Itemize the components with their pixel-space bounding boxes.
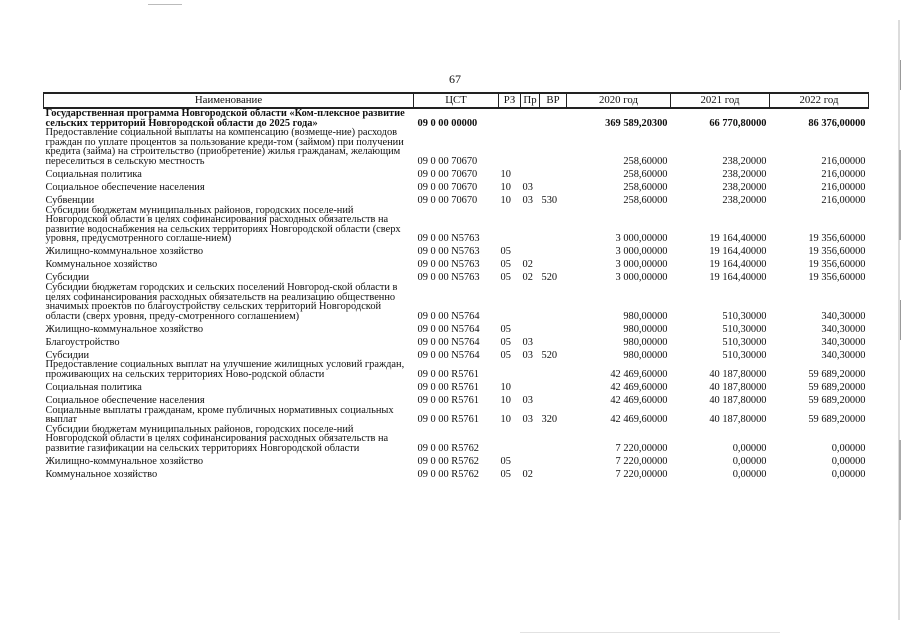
cell-vr (540, 206, 567, 244)
cell-cst: 09 0 00 70670 (417, 155, 478, 167)
cell-name: Социальное обеспечение населения (45, 181, 205, 193)
cell-vr (540, 257, 567, 270)
cell-name: Государственная программа Новгородской области «Ком-плексное развитие сельских территорий Новгородской области до 2025 года» (45, 108, 405, 129)
cell-y2022: 59 689,20000 (808, 414, 866, 426)
cell-pr (521, 128, 540, 166)
cell-y2020: 7 220,00000 (615, 455, 668, 467)
cell-vr: 520 (541, 272, 558, 284)
cell-cst: 09 0 00 R5762 (417, 442, 479, 454)
cell-cst: 09 0 00 N5763 (417, 259, 480, 271)
cell-y2020: 980,00000 (623, 336, 668, 348)
table-row (44, 334, 869, 347)
cell-y2022: 0,00000 (831, 468, 866, 480)
cell-vr (540, 128, 567, 166)
cell-cst: 09 0 00 N5764 (417, 349, 480, 361)
cell-y2021: 510,30000 (722, 336, 767, 348)
cell-y2020: 258,60000 (623, 194, 668, 206)
cell-name: Социальная политика (45, 168, 142, 180)
table-row (44, 108, 869, 128)
cell-y2021: 40 187,80000 (709, 394, 767, 406)
cell-y2020: 3 000,00000 (615, 272, 668, 284)
cell-name: Социальная политика (45, 381, 142, 393)
cell-y2022: 216,00000 (821, 181, 866, 193)
budget-table-container (43, 92, 868, 479)
cell-rz (499, 108, 521, 128)
cell-rz: 05 (500, 455, 511, 467)
table-row (44, 270, 869, 283)
cell-vr: 320 (541, 414, 558, 426)
table-row (44, 128, 869, 166)
header-2021: 2021 год (671, 93, 770, 108)
cell-y2021: 19 164,40000 (709, 233, 767, 245)
cell-name: Жилищно-коммунальное хозяйство (45, 455, 204, 467)
cell-cst: 09 0 00 N5763 (417, 233, 480, 245)
cell-y2020: 258,60000 (623, 155, 668, 167)
table-row (44, 167, 869, 180)
cell-y2022: 19 356,60000 (808, 246, 866, 258)
table-row (44, 453, 869, 466)
table-row (44, 466, 869, 479)
cell-cst: 09 0 00 00000 (417, 117, 478, 129)
cell-y2021: 238,20000 (722, 194, 767, 206)
cell-y2020: 3 000,00000 (615, 259, 668, 271)
cell-rz (499, 283, 521, 321)
cell-y2021: 0,00000 (732, 442, 767, 454)
cell-y2021: 40 187,80000 (709, 368, 767, 380)
cell-y2022: 59 689,20000 (808, 394, 866, 406)
header-2022: 2022 год (770, 93, 869, 108)
cell-vr (540, 321, 567, 334)
cell-pr: 03 (522, 336, 533, 348)
cell-pr (521, 321, 540, 334)
table-header-row (44, 93, 869, 108)
cell-rz (499, 360, 521, 379)
cell-rz (499, 206, 521, 244)
cell-pr (521, 425, 540, 454)
cell-cst: 09 0 00 N5764 (417, 310, 480, 322)
cell-pr (521, 380, 540, 393)
cell-y2021: 40 187,80000 (709, 414, 767, 426)
cell-y2021: 238,20000 (722, 181, 767, 193)
table-row (44, 360, 869, 379)
cell-y2021: 19 164,40000 (709, 246, 767, 258)
cell-y2020: 7 220,00000 (615, 468, 668, 480)
cell-rz: 05 (500, 272, 511, 284)
cell-pr: 03 (522, 414, 533, 426)
cell-rz: 10 (500, 414, 511, 426)
cell-rz: 10 (500, 181, 511, 193)
cell-y2022: 59 689,20000 (808, 368, 866, 380)
cell-vr: 520 (541, 349, 558, 361)
cell-y2022: 19 356,60000 (808, 233, 866, 245)
table-row (44, 283, 869, 321)
cell-pr: 03 (522, 394, 533, 406)
cell-vr (540, 244, 567, 257)
cell-vr (540, 180, 567, 193)
cell-y2021: 238,20000 (722, 155, 767, 167)
cell-pr: 02 (522, 468, 533, 480)
cell-pr (521, 108, 540, 128)
cell-cst: 09 0 00 R5761 (417, 394, 479, 406)
table-body (44, 108, 869, 479)
cell-cst: 09 0 00 R5762 (417, 468, 479, 480)
cell-y2020: 3 000,00000 (615, 233, 668, 245)
cell-y2020: 42 469,60000 (610, 368, 668, 380)
cell-pr: 03 (522, 349, 533, 361)
cell-name: Субсидии (45, 272, 90, 284)
table-row (44, 257, 869, 270)
cell-y2022: 19 356,60000 (808, 272, 866, 284)
cell-name: Коммунальное хозяйство (45, 468, 158, 480)
cell-cst: 09 0 00 R5761 (417, 414, 479, 426)
cell-pr (521, 360, 540, 379)
cell-vr (540, 108, 567, 128)
cell-y2020: 42 469,60000 (610, 394, 668, 406)
cell-pr: 02 (522, 259, 533, 271)
cell-cst: 09 0 00 70670 (417, 168, 478, 180)
cell-vr (540, 393, 567, 406)
cell-vr (540, 466, 567, 479)
table-row (44, 321, 869, 334)
cell-rz (499, 128, 521, 166)
header-pr: Пр (521, 93, 540, 108)
table-row (44, 393, 869, 406)
cell-y2020: 42 469,60000 (610, 381, 668, 393)
cell-cst: 09 0 00 70670 (417, 194, 478, 206)
cell-cst: 09 0 00 N5764 (417, 336, 480, 348)
cell-y2020: 369 589,20300 (605, 117, 668, 129)
cell-y2022: 340,30000 (821, 349, 866, 361)
cell-y2021: 0,00000 (732, 455, 767, 467)
cell-vr (540, 425, 567, 454)
cell-vr (540, 283, 567, 321)
table-row (44, 406, 869, 425)
header-rz: РЗ (499, 93, 521, 108)
budget-table (43, 92, 869, 479)
cell-y2021: 66 770,80000 (709, 117, 767, 129)
cell-vr (540, 334, 567, 347)
cell-cst: 09 0 00 70670 (417, 181, 478, 193)
cell-vr: 530 (541, 194, 558, 206)
table-row (44, 206, 869, 244)
cell-rz: 05 (500, 468, 511, 480)
page-number: 67 (449, 72, 461, 86)
cell-rz (499, 425, 521, 454)
cell-pr: 03 (522, 181, 533, 193)
cell-rz: 05 (500, 336, 511, 348)
table-row (44, 193, 869, 206)
cell-y2021: 19 164,40000 (709, 259, 767, 271)
header-cst: ЦСТ (414, 93, 499, 108)
header-name: Наименование (44, 93, 414, 108)
cell-pr (521, 453, 540, 466)
cell-cst: 09 0 00 R5761 (417, 368, 479, 380)
cell-pr: 03 (522, 194, 533, 206)
cell-cst: 09 0 00 N5763 (417, 246, 480, 258)
cell-y2020: 980,00000 (623, 310, 668, 322)
cell-name: Субвенции (45, 194, 95, 206)
cell-rz: 05 (500, 246, 511, 258)
table-row (44, 380, 869, 393)
cell-name: Субсидии бюджетам муниципальных районов, городских поселе-ний Новгородской области в целях софинансирования расходных обязательств на развитие газификации на сельских территориях Новгородской области (45, 423, 389, 454)
header-vr: ВР (540, 93, 567, 108)
scan-mark-top (148, 4, 182, 5)
cell-rz: 10 (500, 381, 511, 393)
cell-name: Благоустройство (45, 336, 120, 348)
cell-y2021: 0,00000 (732, 468, 767, 480)
cell-y2021: 510,30000 (722, 310, 767, 322)
cell-y2022: 0,00000 (831, 442, 866, 454)
header-2020: 2020 год (567, 93, 671, 108)
cell-rz: 05 (500, 349, 511, 361)
scan-mark-bottom (520, 632, 780, 633)
scan-edge-artifact (891, 0, 905, 640)
cell-y2021: 510,30000 (722, 349, 767, 361)
table-row (44, 425, 869, 454)
cell-pr: 02 (522, 272, 533, 284)
cell-name: Социальные выплаты гражданам, кроме публичных нормативных социальных выплат (45, 404, 394, 426)
cell-y2022: 340,30000 (821, 310, 866, 322)
cell-y2022: 19 356,60000 (808, 259, 866, 271)
cell-pr (521, 167, 540, 180)
cell-rz: 10 (500, 168, 511, 180)
cell-y2020: 980,00000 (623, 323, 668, 335)
cell-y2021: 510,30000 (722, 323, 767, 335)
cell-y2022: 340,30000 (821, 336, 866, 348)
cell-rz: 10 (500, 194, 511, 206)
cell-name: Жилищно-коммунальное хозяйство (45, 323, 204, 335)
cell-y2022: 340,30000 (821, 323, 866, 335)
cell-y2021: 19 164,40000 (709, 272, 767, 284)
cell-name: Субсидии бюджетам муниципальных районов, городских поселе-ний Новгородской области в целях софинансирования расходных обязательств на развитие водоснабжения на сельских территориях Новгородской области (сверх уровня, предусмотренного соглаше-нием) (45, 204, 401, 245)
cell-name: Жилищно-коммунальное хозяйство (45, 246, 204, 258)
table-row (44, 180, 869, 193)
cell-pr (521, 283, 540, 321)
cell-vr (540, 453, 567, 466)
cell-y2022: 86 376,00000 (808, 117, 866, 129)
cell-y2020: 3 000,00000 (615, 246, 668, 258)
cell-rz: 05 (500, 259, 511, 271)
cell-y2022: 59 689,20000 (808, 381, 866, 393)
cell-y2022: 216,00000 (821, 168, 866, 180)
cell-y2022: 216,00000 (821, 155, 866, 167)
cell-name: Субсидии (45, 349, 90, 361)
table-row (44, 244, 869, 257)
cell-vr (540, 380, 567, 393)
cell-cst: 09 0 00 N5763 (417, 272, 480, 284)
cell-y2020: 258,60000 (623, 168, 668, 180)
cell-cst: 09 0 00 R5761 (417, 381, 479, 393)
cell-name: Предоставление социальной выплаты на компенсацию (возмеще-ние) расходов граждан по уплате процентов за пользование креди-том (займом) при получении кредита (займа) на строительство (приобретение) жилья гражданам, желающим переселиться в сельскую местность (45, 127, 404, 167)
cell-name: Субсидии бюджетам городских и сельских поселений Новгород-ской области в целях софинансирования расходных обязательств на реализацию общественно значимых проектов по благоустройству сельских территорий Новгородской области (сверх уровня, преду-смотренного соглашением) (45, 281, 398, 322)
cell-name: Коммунальное хозяйство (45, 259, 158, 271)
cell-rz: 10 (500, 394, 511, 406)
cell-rz: 05 (500, 323, 511, 335)
cell-y2021: 238,20000 (722, 168, 767, 180)
cell-y2022: 216,00000 (821, 194, 866, 206)
cell-y2020: 7 220,00000 (615, 442, 668, 454)
cell-vr (540, 360, 567, 379)
cell-cst: 09 0 00 N5764 (417, 323, 480, 335)
cell-cst: 09 0 00 R5762 (417, 455, 479, 467)
cell-y2020: 980,00000 (623, 349, 668, 361)
cell-y2020: 258,60000 (623, 181, 668, 193)
cell-pr (521, 206, 540, 244)
cell-name: Предоставление социальных выплат на улучшение жилищных условий граждан, проживающих на сельских территориях Ново-родской области (45, 359, 405, 380)
cell-pr (521, 244, 540, 257)
cell-vr (540, 167, 567, 180)
cell-y2022: 0,00000 (831, 455, 866, 467)
cell-name: Социальное обеспечение населения (45, 394, 205, 406)
cell-y2021: 40 187,80000 (709, 381, 767, 393)
cell-y2020: 42 469,60000 (610, 414, 668, 426)
